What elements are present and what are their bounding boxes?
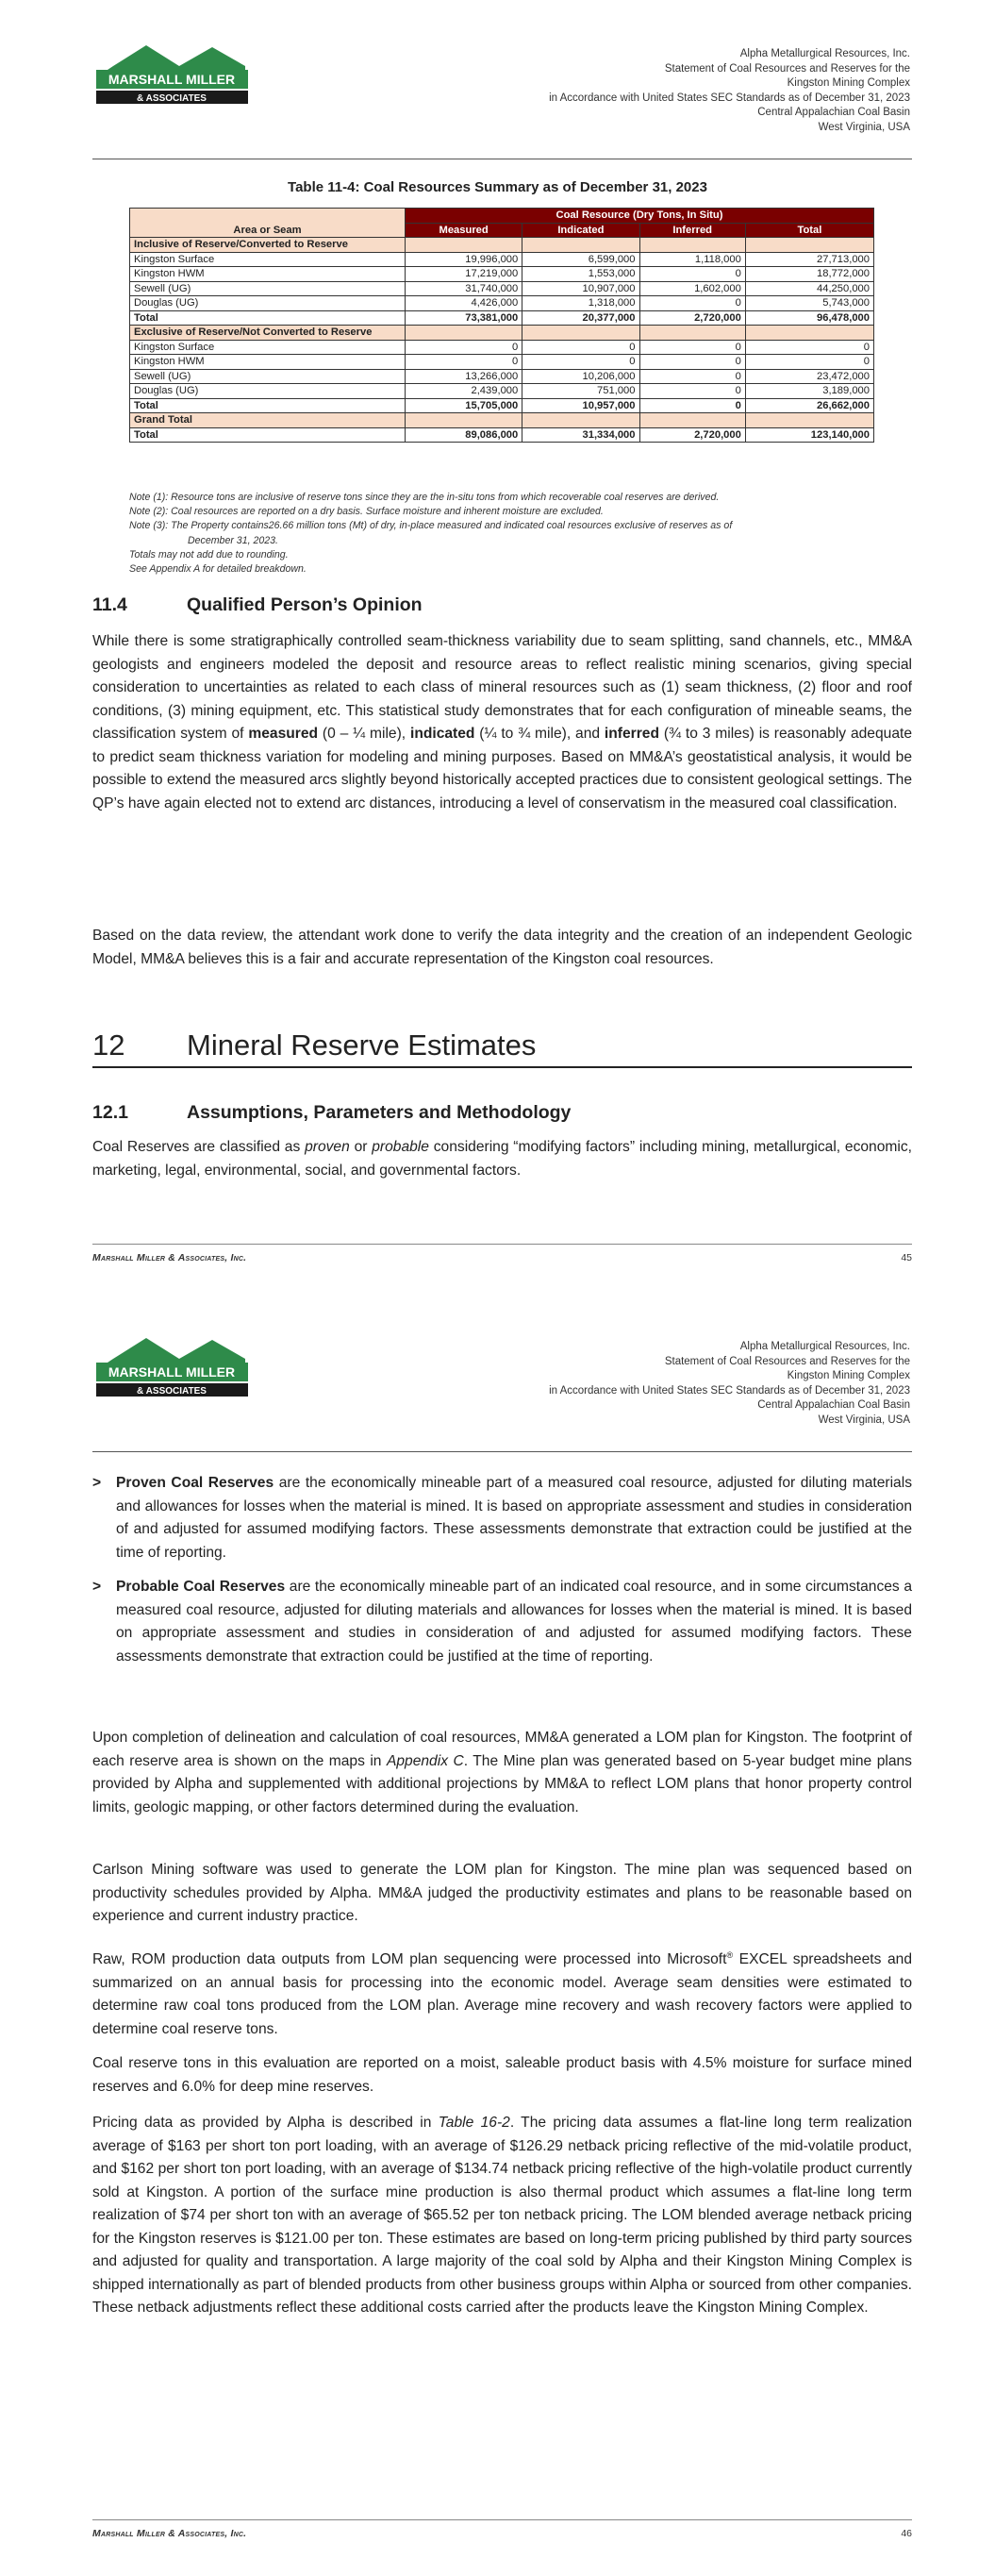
header-statement: Statement of Coal Resources and Reserves for the [664, 62, 910, 75]
logo-line1: MARSHALL MILLER [108, 1364, 236, 1380]
row-name: Sewell (UG) [130, 281, 406, 296]
section-row [130, 238, 874, 253]
cell: 6,599,000 [522, 252, 639, 267]
col-total: Total [745, 223, 873, 238]
heading-number: 12.1 [92, 1102, 128, 1123]
text-bold: Probable Coal Reserves [116, 1579, 286, 1595]
heading-title: Qualified Person’s Opinion [187, 594, 423, 615]
text-bold: inferred [604, 726, 659, 742]
area-header: Area or Seam [130, 209, 406, 238]
footer-firm: Marshall Miller & Associates, Inc. [92, 2528, 247, 2539]
heading-title: Assumptions, Parameters and Methodology [187, 1102, 572, 1123]
cell: 0 [639, 267, 745, 282]
cell: 2,720,000 [639, 427, 745, 443]
header-standards: in Accordance with United States SEC Standards as of December 31, 2023 [549, 92, 910, 104]
cell: 0 [522, 355, 639, 370]
table-row [130, 355, 874, 370]
text-italic: proven [305, 1139, 350, 1155]
cell: 44,250,000 [745, 281, 873, 296]
note: Note (1): Resource tons are inclusive of reserve tons since they are the in-situ tons from which recoverable coal reserves are derived. [129, 492, 720, 503]
text: (¼ to ¾ mile), and [474, 726, 605, 742]
text: (¾ to 3 miles) is reasonably adequate to predict seam thickness variation for modeling and mining purposes. Based on MM&A’s geostatistical analysis, it would be possible to extend the measured arcs slightly beyond historically accepted practices due to consistent geological settings. The QP’s have again elected not to extend arc distances, introducing a level of conservatism in the measured coal classification. [92, 726, 912, 811]
cell: 89,086,000 [406, 427, 522, 443]
text-italic: probable [372, 1139, 429, 1155]
row-name: Kingston HWM [130, 355, 406, 370]
cell: 31,740,000 [406, 281, 522, 296]
page-header [549, 47, 910, 135]
cell: 3,189,000 [745, 384, 873, 399]
text: . The Mine plan was generated based on 5-year budget mine plans provided by Alpha and supplemented with additional projections by MM&A to reflect LOM plans that honor property control limits, geologic mapping, or other factors determined during the evaluation. [92, 1752, 912, 1815]
cell: 5,743,000 [745, 296, 873, 311]
header-divider [92, 1451, 912, 1452]
paragraph: Coal reserve tons in this evaluation are reported on a moist, saleable product basis with 4.5% moisture for surface mined reserves and 6.0% for deep mine reserves. [92, 2055, 912, 2095]
paragraph [92, 1136, 912, 1182]
section-row [130, 413, 874, 428]
cell: 0 [639, 340, 745, 355]
cell: 15,705,000 [406, 398, 522, 413]
row-name: Kingston Surface [130, 340, 406, 355]
cell: 0 [522, 340, 639, 355]
text: are the economically mineable part of a measured coal resource, adjusted for diluting materials and allowances for losses when the material is mined. It is based on appropriate assessment and studies in consideration of and adjusted for assumed modifying factors. These assessments demonstrate that extraction could be justified at the time of reporting. [116, 1475, 912, 1561]
logo-line2: & ASSOCIATES [137, 93, 207, 104]
section-row [130, 326, 874, 341]
bullet-arrow-icon: > [92, 1475, 102, 1491]
cell: 2,439,000 [406, 384, 522, 399]
cell: 123,140,000 [745, 427, 873, 443]
text: Coal Reserves are classified as [92, 1139, 306, 1155]
section-title: Grand Total [130, 413, 406, 428]
heading-11-4 [92, 594, 423, 616]
col-measured: Measured [406, 223, 522, 238]
paragraph: Carlson Mining software was used to generate the LOM plan for Kingston. The mine plan was sequenced based on productivity schedules provided by Alpha. MM&A judged the productivity estimates and plans to be reasonable based on experience and current industry practice. [92, 1862, 912, 1924]
footer-divider [92, 2519, 912, 2520]
total-row [130, 398, 874, 413]
heading-12 [92, 1029, 912, 1068]
cell: 31,334,000 [522, 427, 639, 443]
cell: 1,318,000 [522, 296, 639, 311]
bullet-arrow-icon: > [92, 1579, 102, 1595]
row-name: Total [130, 310, 406, 326]
table-row [130, 281, 874, 296]
table-row [130, 267, 874, 282]
header-basin: Central Appalachian Coal Basin [757, 1399, 910, 1411]
note: Note (2): Coal resources are reported on a dry basis. Surface moisture and inherent moisture are excluded. [129, 506, 604, 518]
cell: 17,219,000 [406, 267, 522, 282]
header-company: Alpha Metallurgical Resources, Inc. [739, 48, 910, 59]
table-notes [129, 491, 732, 577]
coal-resources-table [129, 208, 874, 443]
total-row [130, 310, 874, 326]
cell: 0 [406, 340, 522, 355]
row-name: Kingston HWM [130, 267, 406, 282]
cell: 96,478,000 [745, 310, 873, 326]
note: December 31, 2023. [188, 534, 278, 546]
table-row [130, 369, 874, 384]
row-name: Total [130, 427, 406, 443]
logo-line1: MARSHALL MILLER [108, 72, 236, 87]
cell: 10,206,000 [522, 369, 639, 384]
company-logo [94, 1330, 250, 1404]
header-statement: Statement of Coal Resources and Reserves for the [664, 1355, 910, 1367]
cell: 0 [639, 369, 745, 384]
group-header: Coal Resource (Dry Tons, In Situ) [406, 209, 874, 224]
cell: 1,553,000 [522, 267, 639, 282]
heading-title: Mineral Reserve Estimates [187, 1029, 537, 1062]
note: Note (3): The Property contains26.66 million tons (Mt) of dry, in-place measured and indicated coal resources exclusive of reserves as of [129, 520, 733, 532]
text: Pricing data as provided by Alpha is described in [92, 2115, 439, 2131]
cell: 2,720,000 [639, 310, 745, 326]
row-name: Kingston Surface [130, 252, 406, 267]
cell: 1,602,000 [639, 281, 745, 296]
marshall-miller-logo-icon [94, 1330, 250, 1404]
heading-number: 12 [92, 1029, 125, 1062]
cell: 13,266,000 [406, 369, 522, 384]
footer-firm: Marshall Miller & Associates, Inc. [92, 1252, 247, 1263]
row-name: Sewell (UG) [130, 369, 406, 384]
cell: 0 [639, 296, 745, 311]
cell: 26,662,000 [745, 398, 873, 413]
text-bold: measured [248, 726, 319, 742]
text-italic: Appendix C [386, 1752, 464, 1769]
text: . The pricing data assumes a flat-line long term realization average of $163 per short ton port loading, with an average of $126.29 netback pricing reflective of the mid-volatile product, and $162 per short ton port loading, with an average of $134.74 netback pricing reflective of the high-volatile product currently sold at Kingston. A portion of the surface mine production is also thermal product which assumes a flat-line long term realization of $74 per short ton with an average of $65.52 per ton netback pricing. The LOM blended average netback pricing for the Kingston reserves is $121.00 per ton. These estimates are based on long-term pricing published by third party sources and adjusted for quality and transportation. A large majority of the coal sold by Alpha and their Kingston Mining Complex is shipped internationally as part of blended products from other business groups within Alpha or sourced from other companies. These netback adjustments reflect these additional costs carried after the products leave the Kingston Mining Complex. [92, 2115, 912, 2316]
cell: 20,377,000 [522, 310, 639, 326]
text-bold: Proven Coal Reserves [116, 1475, 274, 1491]
section-title: Exclusive of Reserve/Not Converted to Reserve [130, 326, 406, 341]
table-row [130, 296, 874, 311]
col-indicated: Indicated [522, 223, 639, 238]
paragraph [92, 630, 912, 815]
text: EXCEL spreadsheets and summarized on an annual basis for processing into the economic model. Average seam densities were estimated to determine raw coal tons produced from the LOM plan. Average mine recovery and wash recovery factors were applied to determine coal reserve tons. [92, 1951, 912, 2037]
logo-line2: & ASSOCIATES [137, 1386, 207, 1397]
text: considering “modifying factors” including mining, metallurgical, economic, marketing, legal, environmental, social, and governmental factors. [92, 1139, 912, 1179]
row-name: Douglas (UG) [130, 296, 406, 311]
table-row [130, 252, 874, 267]
header-state: West Virginia, USA [818, 1413, 910, 1426]
cell: 0 [639, 398, 745, 413]
header-complex: Kingston Mining Complex [787, 1370, 910, 1381]
page-46 [0, 1293, 995, 2576]
text: or [349, 1139, 373, 1155]
grand-total-row [130, 427, 874, 443]
cell: 23,472,000 [745, 369, 873, 384]
text: are the economically mineable part of an indicated coal resource, and in some circumstances a measured coal resource, adjusted for diluting materials and allowances for losses when the material is mined. It is based on appropriate assessment and studies in consideration of and adjusted for assumed modifying factors. These assessments demonstrate that extraction could be justified at the time of reporting. [116, 1579, 913, 1664]
paragraph [92, 1727, 912, 1819]
cell: 18,772,000 [745, 267, 873, 282]
cell: 19,996,000 [406, 252, 522, 267]
cell: 0 [406, 355, 522, 370]
cell: 0 [639, 355, 745, 370]
paragraph [92, 1944, 912, 2041]
bullet-probable [92, 1576, 912, 1668]
cell: 0 [639, 384, 745, 399]
bullet-proven [92, 1472, 912, 1564]
cell: 4,426,000 [406, 296, 522, 311]
cell: 10,907,000 [522, 281, 639, 296]
text-italic: Table 16-2 [438, 2115, 510, 2131]
header-standards: in Accordance with United States SEC Standards as of December 31, 2023 [549, 1384, 910, 1397]
paragraph [92, 2112, 912, 2320]
row-name: Douglas (UG) [130, 384, 406, 399]
header-company: Alpha Metallurgical Resources, Inc. [739, 1341, 910, 1352]
section-title: Inclusive of Reserve/Converted to Reserve [130, 238, 406, 253]
heading-12-1 [92, 1102, 571, 1124]
text: (0 – ¼ mile), [318, 726, 410, 742]
note: Totals may not add due to rounding. [129, 548, 289, 560]
cell: 73,381,000 [406, 310, 522, 326]
row-name: Total [130, 398, 406, 413]
note: See Appendix A for detailed breakdown. [129, 563, 307, 576]
text-bold: indicated [409, 726, 475, 742]
header-complex: Kingston Mining Complex [787, 77, 910, 89]
cell: 10,957,000 [522, 398, 639, 413]
cell: 0 [745, 340, 873, 355]
table-caption: Table 11-4: Coal Resources Summary as of December 31, 2023 [288, 179, 707, 195]
cell: 27,713,000 [745, 252, 873, 267]
text: Upon completion of delineation and calculation of coal resources, MM&A generated a LOM plan for Kingston. The footprint of each reserve area is shown on the maps in [92, 1730, 912, 1769]
heading-number: 11.4 [92, 594, 127, 615]
page-footer [92, 2528, 912, 2539]
cell: 751,000 [522, 384, 639, 399]
paragraph: Based on the data review, the attendant work done to verify the data integrity and the creation of an independent Geologic Model, MM&A believes this is a fair and accurate representation of the Kingston coal resources. [92, 928, 912, 967]
text: Raw, ROM production data outputs from LOM plan sequencing were processed into Microsoft [92, 1951, 727, 1968]
table-row [130, 340, 874, 355]
registered-mark: ® [726, 1950, 734, 1960]
page-header [549, 1340, 910, 1428]
marshall-miller-logo-icon [94, 38, 250, 111]
cell: 0 [745, 355, 873, 370]
cell: 1,118,000 [639, 252, 745, 267]
header-state: West Virginia, USA [818, 121, 910, 133]
page-number: 46 [901, 2528, 912, 2539]
table-row [130, 384, 874, 399]
header-basin: Central Appalachian Coal Basin [757, 107, 910, 118]
text: While there is some stratigraphically controlled seam-thickness variability due to seam splitting, sand channels, etc., MM&A geologists and engineers modeled the deposit and resource areas to reflect realistic mining scenarios, giving special consideration to uncertainties as related to each class of mineral resources such as (1) seam thickness, (2) floor and roof conditions, (3) mining equipment, etc. This statistical study demonstrates that for each configuration of mineable seams, the classification system of [92, 633, 912, 742]
col-inferred: Inferred [639, 223, 745, 238]
page-number: 45 [901, 1252, 912, 1263]
company-logo [94, 38, 250, 111]
page-footer [92, 1252, 912, 1263]
footer-divider [92, 1244, 912, 1245]
